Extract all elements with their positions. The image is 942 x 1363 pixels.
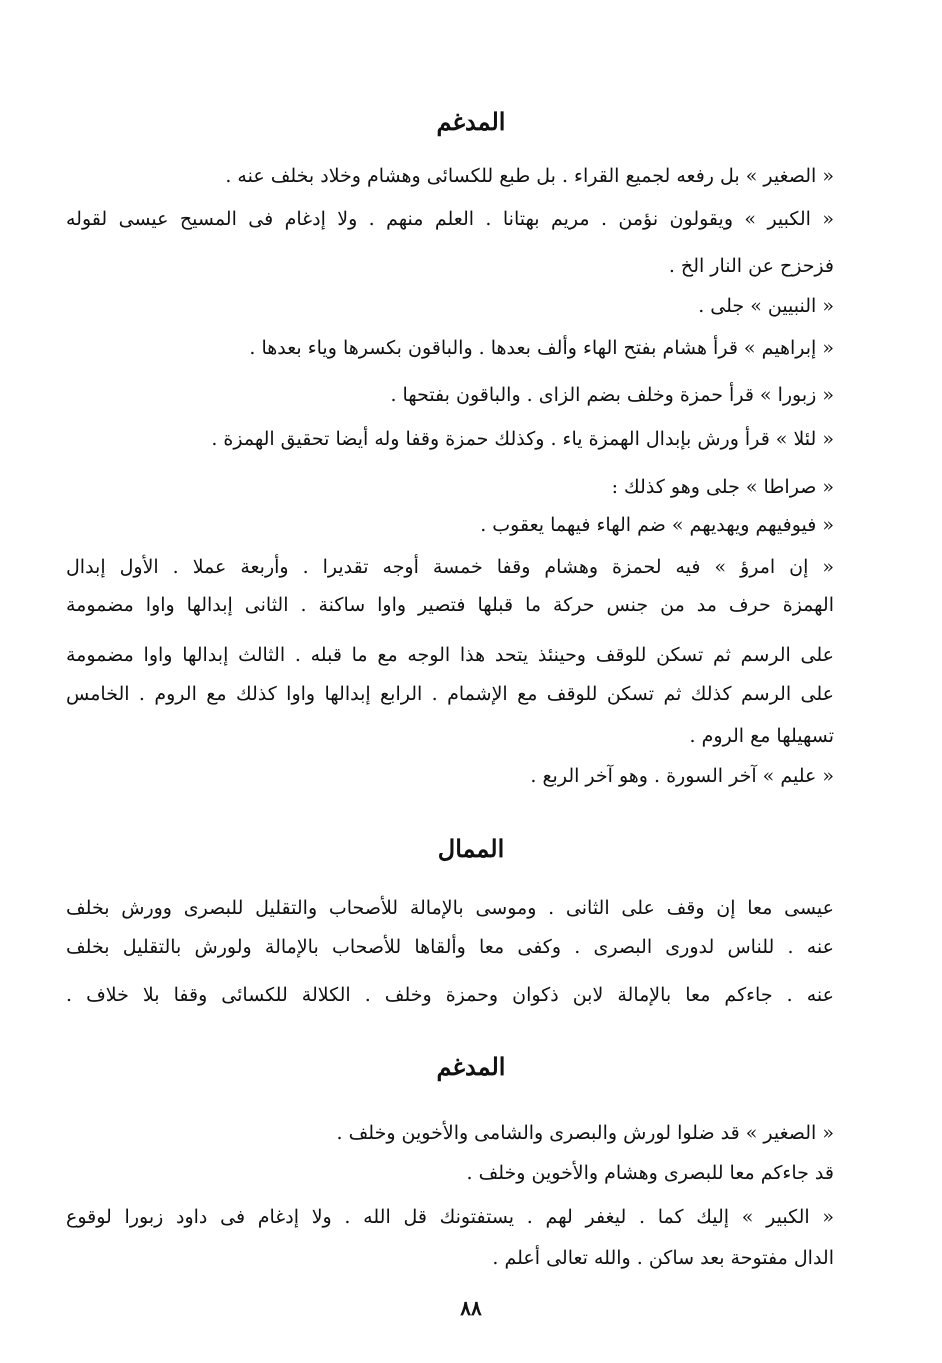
text-line: فزحزح عن النار الخ . [668, 255, 834, 277]
text-line: عنه . جاءكم معا بالإمالة لابن ذكوان وحمزة وخلف . الكلالة للكسائى وقفا بلا خلاف . [66, 984, 834, 1006]
section-heading-mudgham-2: المدغم [436, 1052, 506, 1081]
text-line: قد جاءكم معا للبصرى وهشام والأخوين وخلف . [466, 1162, 834, 1184]
text-line: « الصغير » قد ضلوا لورش والبصرى والشامى والأخوين وخلف . [336, 1122, 834, 1144]
text-line: على الرسم ثم تسكن للوقف وحينئذ يتحد هذا الوجه مع ما قبله . الثالث إبدالها واوا مضمومة [66, 644, 834, 666]
text-line: « إن امرؤ » فيه لحمزة وهشام وقفا خمسة أوجه تقديرا . وأربعة عملا . الأول إبدال [66, 556, 834, 578]
section-heading-mudgham: المدغم [436, 107, 506, 136]
text-line: « النبيين » جلى . [698, 295, 834, 317]
text-line: « صراطا » جلى وهو كذلك : [611, 476, 834, 498]
text-line: « زبورا » قرأ حمزة وخلف بضم الزاى . والباقون بفتحها . [390, 384, 834, 406]
section-heading-mumal: الممال [437, 834, 505, 863]
text-line: « لئلا » قرأ ورش بإبدال الهمزة ياء . وكذلك حمزة وقفا وله أيضا تحقيق الهمزة . [211, 428, 834, 450]
text-line: « فيوفيهم ويهديهم » ضم الهاء فيهما يعقوب . [480, 514, 834, 536]
text-line: « عليم » آخر السورة . وهو آخر الربع . [530, 765, 834, 787]
text-line: الهمزة حرف مد من جنس حركة ما قبلها فتصير واوا ساكنة . الثانى إبدالها واوا مضمومة [66, 594, 834, 616]
text-line: عنه . للناس لدورى البصرى . وكفى معا وألقاها للأصحاب بالإمالة ولورش بالتقليل بخلف [66, 936, 834, 958]
text-line: « إبراهيم » قرأ هشام بفتح الهاء وألف بعدها . والباقون بكسرها وياء بعدها . [249, 337, 834, 359]
page-number: ٨٨ [460, 1296, 482, 1320]
text-line: « الكبير » إليك كما . ليغفر لهم . يستفتونك قل الله . ولا إدغام فى داود زبورا لوقوع [66, 1206, 834, 1228]
text-line: عيسى معا إن وقف على الثانى . وموسى بالإمالة للأصحاب والتقليل للبصرى وورش بخلف [66, 897, 834, 919]
text-line: الدال مفتوحة بعد ساكن . والله تعالى أعلم . [492, 1247, 834, 1269]
text-line: تسهيلها مع الروم . [689, 725, 834, 747]
text-line: على الرسم كذلك ثم تسكن للوقف مع الإشمام . الرابع إبدالها واوا كذلك مع الروم . الخامس [66, 683, 834, 705]
text-line: « الصغير » بل رفعه لجميع القراء . بل طبع للكسائى وهشام وخلاد بخلف عنه . [225, 165, 834, 187]
text-line: « الكبير » ويقولون نؤمن . مريم بهتانا . العلم منهم . ولا إدغام فى المسيح عيسى لقوله [66, 208, 834, 230]
